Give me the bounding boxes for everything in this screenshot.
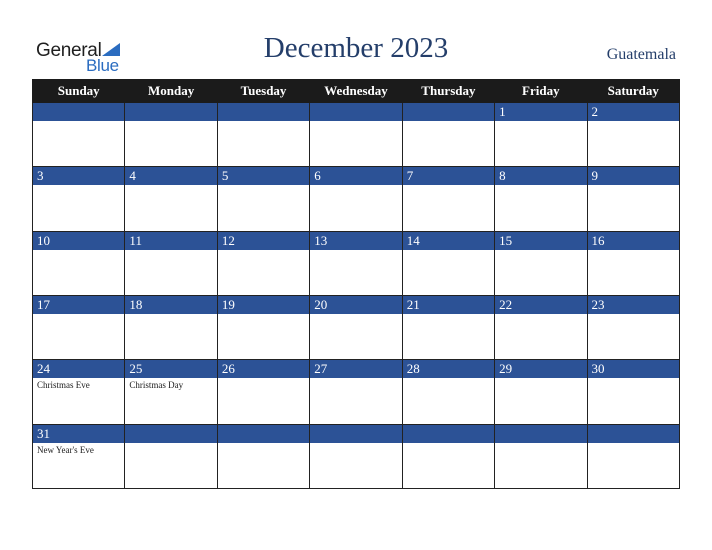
day-number: 29 [495, 360, 586, 378]
day-number [588, 425, 679, 443]
day-number: 30 [588, 360, 679, 378]
logo-text-general: General [36, 40, 102, 61]
day-number: 17 [33, 296, 124, 314]
day-number: 16 [588, 232, 679, 250]
country-label: Guatemala [606, 46, 676, 63]
holiday-label: Christmas Day [129, 380, 184, 391]
day-number [33, 103, 124, 121]
weekday-header-row [33, 80, 680, 103]
day-cell[interactable] [125, 103, 217, 167]
day-cell[interactable] [217, 295, 309, 359]
day-number: 5 [218, 167, 309, 185]
day-cell[interactable] [33, 167, 125, 231]
week-row [33, 424, 680, 488]
day-number [403, 103, 494, 121]
day-cell[interactable] [33, 103, 125, 167]
day-number: 24 [33, 360, 124, 378]
day-cell[interactable] [587, 231, 679, 295]
holiday-label [403, 314, 494, 316]
day-number: 11 [125, 232, 216, 250]
holiday-label [403, 185, 494, 187]
weekday-header: Tuesday [217, 80, 309, 103]
day-number: 20 [310, 296, 401, 314]
week-row [33, 360, 680, 424]
day-number [495, 425, 586, 443]
day-cell[interactable] [402, 103, 494, 167]
holiday-label [403, 443, 494, 445]
holiday-label [310, 121, 401, 123]
holiday-label [218, 250, 309, 252]
day-cell[interactable] [402, 424, 494, 488]
day-cell[interactable] [217, 360, 309, 424]
holiday-label [495, 185, 586, 187]
logo-text-blue: Blue [86, 56, 119, 75]
day-cell[interactable] [33, 295, 125, 359]
holiday-label [310, 378, 401, 380]
holiday-label [218, 314, 309, 316]
weekday-header: Sunday [33, 80, 125, 103]
day-cell[interactable] [310, 167, 402, 231]
page-title: December 2023 [263, 32, 449, 64]
day-cell[interactable] [402, 167, 494, 231]
day-number: 7 [403, 167, 494, 185]
holiday-label: New Year's Eve [37, 444, 94, 455]
day-cell[interactable] [402, 231, 494, 295]
day-cell[interactable] [495, 424, 587, 488]
weekday-header: Wednesday [310, 80, 402, 103]
holiday-label [588, 443, 679, 445]
day-cell[interactable] [33, 360, 125, 424]
day-cell[interactable] [33, 424, 125, 488]
weekday-header: Friday [495, 80, 587, 103]
day-number: 23 [588, 296, 679, 314]
week-row [33, 103, 680, 167]
day-number: 25 [125, 360, 216, 378]
holiday-label [125, 443, 216, 445]
day-number: 21 [403, 296, 494, 314]
day-number [310, 103, 401, 121]
weekday-header: Saturday [587, 80, 679, 103]
day-number: 28 [403, 360, 494, 378]
holiday-label [495, 250, 586, 252]
day-cell[interactable] [402, 295, 494, 359]
day-number: 31 [33, 425, 124, 443]
holiday-label [33, 314, 124, 316]
day-cell[interactable] [310, 360, 402, 424]
day-number [125, 103, 216, 121]
day-number: 26 [218, 360, 309, 378]
day-number: 15 [495, 232, 586, 250]
day-number: 2 [588, 103, 679, 121]
day-number: 18 [125, 296, 216, 314]
day-number [403, 425, 494, 443]
day-cell[interactable] [125, 360, 217, 424]
holiday-label [125, 250, 216, 252]
holiday-label [125, 185, 216, 187]
week-row [33, 295, 680, 359]
holiday-label [218, 443, 309, 445]
holiday-label [33, 250, 124, 252]
holiday-label [495, 378, 586, 380]
day-cell[interactable] [587, 167, 679, 231]
day-number: 19 [218, 296, 309, 314]
day-cell[interactable] [125, 231, 217, 295]
holiday-label [218, 121, 309, 123]
holiday-label [310, 314, 401, 316]
holiday-label [495, 314, 586, 316]
day-cell[interactable] [402, 360, 494, 424]
day-number [310, 425, 401, 443]
weekday-header: Monday [125, 80, 217, 103]
day-cell[interactable] [587, 295, 679, 359]
day-number [125, 425, 216, 443]
day-cell[interactable] [310, 295, 402, 359]
holiday-label [310, 443, 401, 445]
day-cell[interactable] [125, 424, 217, 488]
day-cell[interactable] [217, 103, 309, 167]
holiday-label [495, 443, 586, 445]
holiday-label [588, 314, 679, 316]
day-cell[interactable] [310, 103, 402, 167]
day-cell[interactable] [217, 424, 309, 488]
day-cell[interactable] [495, 360, 587, 424]
day-cell[interactable] [217, 231, 309, 295]
day-cell[interactable] [217, 167, 309, 231]
day-number: 27 [310, 360, 401, 378]
holiday-label [403, 378, 494, 380]
day-number: 14 [403, 232, 494, 250]
weekday-header: Thursday [402, 80, 494, 103]
holiday-label [125, 314, 216, 316]
holiday-label [588, 185, 679, 187]
day-number: 9 [588, 167, 679, 185]
day-number: 6 [310, 167, 401, 185]
holiday-label [218, 185, 309, 187]
holiday-label: Christmas Eve [37, 380, 90, 391]
day-number: 13 [310, 232, 401, 250]
holiday-label [403, 121, 494, 123]
day-cell[interactable] [310, 231, 402, 295]
day-cell[interactable] [495, 231, 587, 295]
day-cell[interactable] [495, 167, 587, 231]
calendar-grid [32, 79, 680, 489]
day-cell[interactable] [587, 103, 679, 167]
day-number: 22 [495, 296, 586, 314]
day-cell[interactable] [310, 424, 402, 488]
holiday-label [403, 250, 494, 252]
holiday-label [218, 378, 309, 380]
day-number: 3 [33, 167, 124, 185]
day-number: 4 [125, 167, 216, 185]
week-row [33, 167, 680, 231]
holiday-label [33, 121, 124, 123]
holiday-label [125, 121, 216, 123]
holiday-label [588, 250, 679, 252]
day-cell[interactable] [495, 103, 587, 167]
day-number: 1 [495, 103, 586, 121]
day-cell[interactable] [33, 231, 125, 295]
day-cell[interactable] [495, 295, 587, 359]
holiday-label [310, 250, 401, 252]
day-cell[interactable] [587, 360, 679, 424]
holiday-label [495, 121, 586, 123]
day-number [218, 425, 309, 443]
day-number [218, 103, 309, 121]
day-number: 8 [495, 167, 586, 185]
day-cell[interactable] [587, 424, 679, 488]
day-number: 10 [33, 232, 124, 250]
day-cell[interactable] [125, 295, 217, 359]
holiday-label [310, 185, 401, 187]
holiday-label [588, 378, 679, 380]
day-number: 12 [218, 232, 309, 250]
holiday-label [588, 121, 679, 123]
holiday-label [33, 185, 124, 187]
day-cell[interactable] [125, 167, 217, 231]
week-row [33, 231, 680, 295]
